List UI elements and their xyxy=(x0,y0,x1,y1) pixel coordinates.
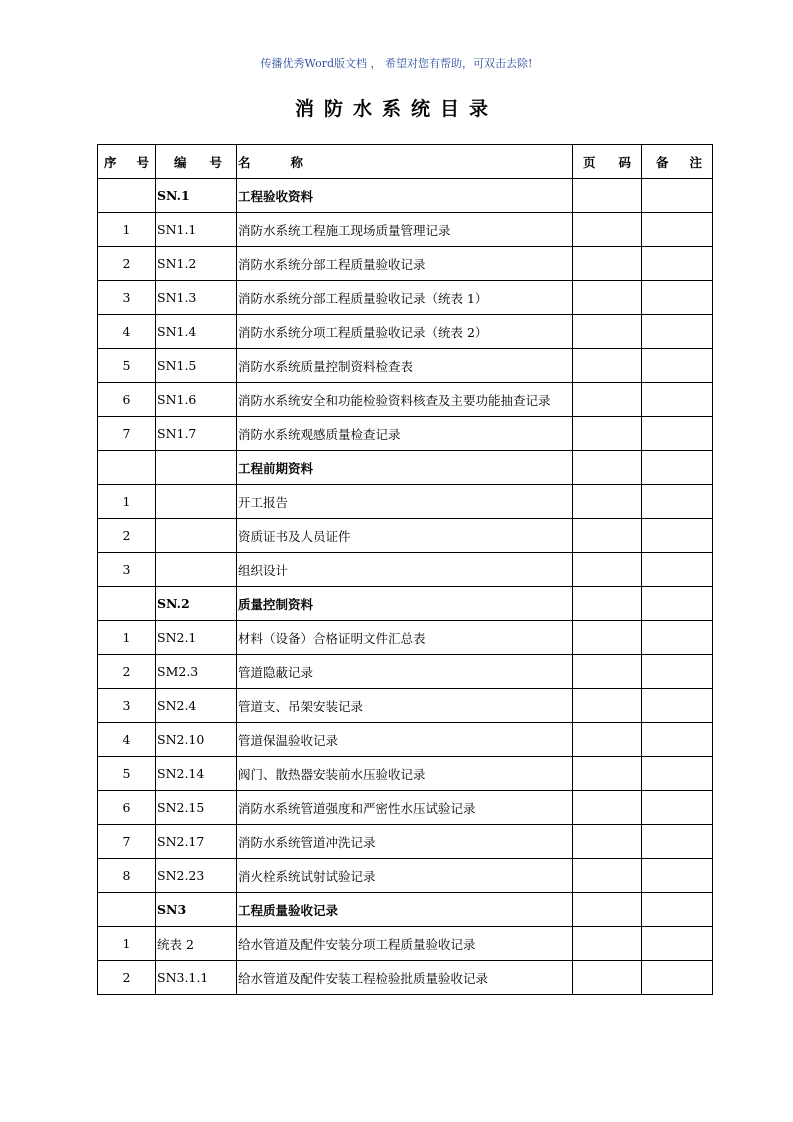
header-note: 备 注 xyxy=(642,145,713,179)
row-page xyxy=(573,417,642,451)
row-index: 8 xyxy=(98,859,156,893)
row-index: 6 xyxy=(98,383,156,417)
row-name: 资质证书及人员证件 xyxy=(237,519,573,553)
table-row xyxy=(98,247,713,281)
row-code xyxy=(156,519,237,553)
row-name: 消防水系统安全和功能检验资料核查及主要功能抽查记录 xyxy=(237,383,573,417)
row-note xyxy=(642,553,713,587)
row-code: SN2.1 xyxy=(156,621,237,655)
row-note xyxy=(642,587,713,621)
row-page xyxy=(573,451,642,485)
row-note xyxy=(642,179,713,213)
row-page xyxy=(573,825,642,859)
row-index: 3 xyxy=(98,553,156,587)
row-page xyxy=(573,281,642,315)
row-code: SN2.14 xyxy=(156,757,237,791)
row-name: 给水管道及配件安装分项工程质量验收记录 xyxy=(237,927,573,961)
section-row xyxy=(98,451,713,485)
row-code xyxy=(156,451,237,485)
row-note xyxy=(642,281,713,315)
row-note xyxy=(642,927,713,961)
row-name: 材料（设备）合格证明文件汇总表 xyxy=(237,621,573,655)
row-page xyxy=(573,689,642,723)
row-note xyxy=(642,485,713,519)
row-page xyxy=(573,587,642,621)
row-page xyxy=(573,383,642,417)
row-page xyxy=(573,213,642,247)
table-row xyxy=(98,961,713,995)
row-note xyxy=(642,349,713,383)
row-index: 4 xyxy=(98,315,156,349)
table-row xyxy=(98,689,713,723)
row-page xyxy=(573,655,642,689)
row-code: SN1.7 xyxy=(156,417,237,451)
row-index xyxy=(98,893,156,927)
row-code: SN3.1.1 xyxy=(156,961,237,995)
row-page xyxy=(573,791,642,825)
row-page xyxy=(573,927,642,961)
row-note xyxy=(642,655,713,689)
toc-body xyxy=(98,145,713,995)
row-name: 质量控制资料 xyxy=(237,587,573,621)
row-note xyxy=(642,383,713,417)
table-row xyxy=(98,791,713,825)
row-code: SN1.5 xyxy=(156,349,237,383)
row-index: 5 xyxy=(98,757,156,791)
table-row xyxy=(98,825,713,859)
table-row xyxy=(98,859,713,893)
row-note xyxy=(642,791,713,825)
row-page xyxy=(573,349,642,383)
row-code: SN1.2 xyxy=(156,247,237,281)
row-name: 消防水系统工程施工现场质量管理记录 xyxy=(237,213,573,247)
row-note xyxy=(642,825,713,859)
row-note xyxy=(642,451,713,485)
row-code xyxy=(156,553,237,587)
row-page xyxy=(573,621,642,655)
table-row xyxy=(98,417,713,451)
row-index: 7 xyxy=(98,417,156,451)
row-name: 消防水系统管道冲洗记录 xyxy=(237,825,573,859)
row-index: 1 xyxy=(98,621,156,655)
row-code: SN.1 xyxy=(156,179,237,213)
page-title: 消防水系统目录 xyxy=(294,98,498,120)
row-name: 消火栓系统试射试验记录 xyxy=(237,859,573,893)
header-idx: 序 号 xyxy=(98,145,156,179)
row-page xyxy=(573,247,642,281)
row-page xyxy=(573,723,642,757)
row-index: 6 xyxy=(98,791,156,825)
row-note xyxy=(642,621,713,655)
header-code: 编 号 xyxy=(156,145,237,179)
row-name: 管道隐蔽记录 xyxy=(237,655,573,689)
table-row xyxy=(98,349,713,383)
row-page xyxy=(573,893,642,927)
section-row xyxy=(98,179,713,213)
row-index: 3 xyxy=(98,689,156,723)
row-code: SN.2 xyxy=(156,587,237,621)
row-name: 工程验收资料 xyxy=(237,179,573,213)
row-name: 管道支、吊架安装记录 xyxy=(237,689,573,723)
row-page xyxy=(573,961,642,995)
row-index: 4 xyxy=(98,723,156,757)
row-name: 阀门、散热器安装前水压验收记录 xyxy=(237,757,573,791)
row-name: 消防水系统质量控制资料检查表 xyxy=(237,349,573,383)
table-row xyxy=(98,383,713,417)
row-note xyxy=(642,893,713,927)
row-index: 1 xyxy=(98,213,156,247)
row-name: 开工报告 xyxy=(237,485,573,519)
row-note xyxy=(642,247,713,281)
row-code: SN2.10 xyxy=(156,723,237,757)
table-header-row xyxy=(98,145,713,179)
row-page xyxy=(573,179,642,213)
table-row xyxy=(98,485,713,519)
row-code: SN1.4 xyxy=(156,315,237,349)
row-note xyxy=(642,213,713,247)
header-name: 名 称 xyxy=(237,145,573,179)
row-name: 消防水系统分部工程质量验收记录 xyxy=(237,247,573,281)
row-index: 3 xyxy=(98,281,156,315)
table-row xyxy=(98,757,713,791)
row-note xyxy=(642,519,713,553)
row-name: 工程质量验收记录 xyxy=(237,893,573,927)
row-page xyxy=(573,485,642,519)
row-code: 统表 2 xyxy=(156,927,237,961)
row-code: SM2.3 xyxy=(156,655,237,689)
row-code: SN2.17 xyxy=(156,825,237,859)
row-note xyxy=(642,961,713,995)
row-code: SN1.6 xyxy=(156,383,237,417)
row-code: SN1.1 xyxy=(156,213,237,247)
row-index: 1 xyxy=(98,485,156,519)
row-note xyxy=(642,757,713,791)
table-row xyxy=(98,927,713,961)
row-code: SN2.23 xyxy=(156,859,237,893)
table-row xyxy=(98,213,713,247)
row-note xyxy=(642,723,713,757)
row-page xyxy=(573,315,642,349)
row-note xyxy=(642,315,713,349)
row-page xyxy=(573,859,642,893)
row-note xyxy=(642,859,713,893)
row-code: SN1.3 xyxy=(156,281,237,315)
row-code: SN2.15 xyxy=(156,791,237,825)
row-name: 消防水系统管道强度和严密性水压试验记录 xyxy=(237,791,573,825)
table-row xyxy=(98,519,713,553)
row-name: 消防水系统分部工程质量验收记录（统表 1） xyxy=(237,281,573,315)
row-page xyxy=(573,553,642,587)
table-row xyxy=(98,723,713,757)
table-row xyxy=(98,655,713,689)
row-name: 消防水系统观感质量检查记录 xyxy=(237,417,573,451)
table-row xyxy=(98,315,713,349)
row-name: 给水管道及配件安装工程检验批质量验收记录 xyxy=(237,961,573,995)
row-note xyxy=(642,417,713,451)
row-page xyxy=(573,519,642,553)
header-page: 页 码 xyxy=(573,145,642,179)
row-index: 2 xyxy=(98,655,156,689)
row-page xyxy=(573,757,642,791)
table-of-contents xyxy=(97,144,713,995)
row-name: 消防水系统分项工程质量验收记录（统表 2） xyxy=(237,315,573,349)
word-document-notice: 传播优秀Word版文档 ， 希望对您有帮助，可双击去除! xyxy=(260,57,533,70)
row-index: 1 xyxy=(98,927,156,961)
table-row xyxy=(98,281,713,315)
row-index: 2 xyxy=(98,519,156,553)
row-index: 2 xyxy=(98,247,156,281)
row-code: SN3 xyxy=(156,893,237,927)
table-row xyxy=(98,621,713,655)
row-index: 2 xyxy=(98,961,156,995)
section-row xyxy=(98,893,713,927)
row-code xyxy=(156,485,237,519)
row-name: 管道保温验收记录 xyxy=(237,723,573,757)
row-name: 工程前期资料 xyxy=(237,451,573,485)
table-row xyxy=(98,553,713,587)
row-code: SN2.4 xyxy=(156,689,237,723)
row-index xyxy=(98,179,156,213)
row-name: 组织设计 xyxy=(237,553,573,587)
row-index xyxy=(98,587,156,621)
section-row xyxy=(98,587,713,621)
row-index xyxy=(98,451,156,485)
row-index: 5 xyxy=(98,349,156,383)
row-index: 7 xyxy=(98,825,156,859)
row-note xyxy=(642,689,713,723)
